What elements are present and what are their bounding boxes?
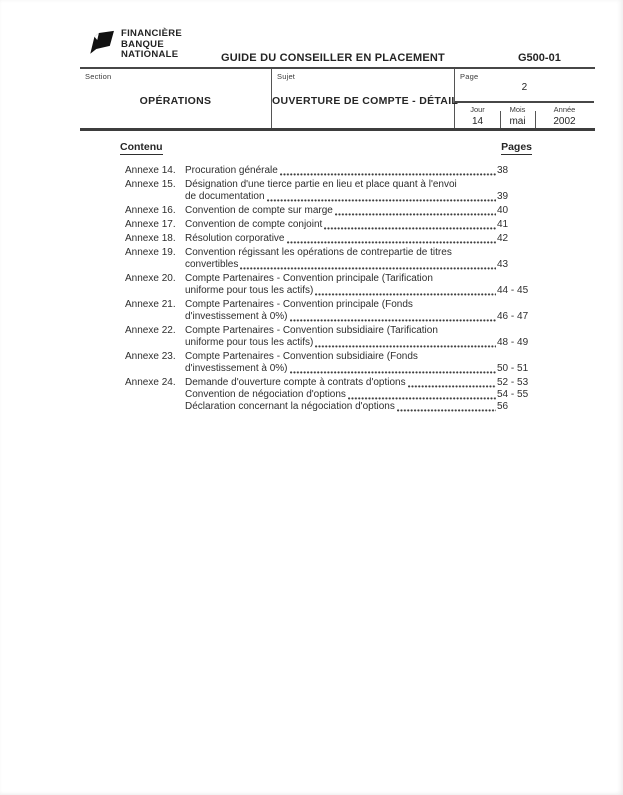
month-label: Mois [509, 105, 526, 114]
toc-entry-page: 50 - 51 [497, 363, 529, 374]
brand-wordmark [121, 29, 182, 61]
toc-entry-body [185, 247, 497, 271]
brand-line-3: NATIONALE [121, 49, 179, 60]
dot-leader [408, 385, 496, 388]
toc-entry-page: 44 - 45 [497, 285, 529, 296]
section-label: Section [85, 72, 112, 81]
toc-entry-label: Annexe 19. [125, 247, 176, 258]
toc-leader-line [185, 191, 497, 203]
date-year-cell [535, 103, 594, 128]
toc-entry-title: d'investissement à 0%) [185, 311, 288, 322]
date-day-cell [455, 103, 500, 128]
toc-entry-title: uniforme pour tous les actifs) [185, 285, 314, 296]
toc-list [125, 165, 540, 413]
toc-entry [125, 219, 540, 231]
dot-leader [335, 213, 496, 216]
month-value: mai [509, 116, 526, 127]
toc-entry-page: 42 [497, 233, 509, 244]
dot-leader [267, 199, 496, 202]
toc-entry-label: Annexe 15. [125, 179, 176, 190]
toc-entry-label: Annexe 14. [125, 165, 176, 176]
toc-entry-page: 43 [497, 259, 509, 270]
flag-icon [88, 29, 115, 56]
toc-entry-body [185, 389, 497, 401]
toc-entry [125, 247, 540, 271]
date-month-cell [500, 103, 535, 128]
toc-entry-label [125, 389, 185, 401]
dot-leader [397, 409, 496, 412]
toc-entry-title: Convention de compte conjoint [185, 219, 323, 230]
toc-entry-title: Déclaration concernant la négociation d'options [185, 401, 395, 412]
toc-leader-line [185, 377, 497, 389]
subject-value: OUVERTURE DE COMPTE - DÉTAIL [272, 95, 459, 107]
toc-entry-label: Annexe 24. [125, 377, 176, 388]
toc-pages-heading: Pages [501, 141, 532, 153]
toc-entry [125, 299, 540, 323]
toc-entry-page: 41 [497, 219, 509, 230]
toc-entry-page: 54 - 55 [497, 389, 529, 400]
toc-entry-body [185, 219, 497, 231]
toc-entry-body [185, 273, 497, 297]
toc-leader-line [185, 311, 497, 323]
toc-entry-body [185, 233, 497, 245]
dot-leader [348, 397, 496, 400]
toc-entry-title: Résolution corporative [185, 233, 285, 244]
toc-leader-line [185, 165, 497, 177]
dot-leader [290, 319, 496, 322]
toc-entry-title-line: Convention régissant les opérations de contrepartie de titres [185, 247, 452, 258]
toc-entry-body [185, 205, 497, 217]
toc-entry-page: 39 [497, 191, 509, 202]
toc-entry-title: Demande d'ouverture compte à contrats d'options [185, 377, 406, 388]
page-number: 2 [521, 82, 528, 93]
document-title: GUIDE DU CONSEILLER EN PLACEMENT [221, 52, 445, 64]
page-number-box [455, 69, 594, 103]
toc-entry-label: Annexe 16. [125, 205, 176, 216]
year-value: 2002 [553, 116, 576, 127]
toc-entry-body [185, 299, 497, 323]
toc-leader-line [185, 219, 497, 231]
toc-entry [125, 273, 540, 297]
brand-line-1: FINANCIÈRE [121, 28, 183, 39]
toc-entry-title-line: Compte Partenaires - Convention principale (Fonds [185, 299, 413, 310]
header-info-table [80, 67, 595, 131]
toc-entry-page: 38 [497, 165, 509, 176]
toc-entry [125, 401, 540, 413]
toc-entry-title: Procuration générale [185, 165, 278, 176]
toc-entry-page: 56 [497, 401, 509, 412]
document-code: G500-01 [518, 52, 561, 64]
toc-entry-body [185, 351, 497, 375]
year-label: Année [553, 105, 576, 114]
toc-leader-line [185, 205, 497, 217]
toc-leader-line [185, 401, 497, 413]
dot-leader [240, 267, 496, 270]
toc-leader-line [185, 337, 497, 349]
toc-entry-page: 52 - 53 [497, 377, 529, 388]
toc-leader-line [185, 363, 497, 375]
toc-headings-row [120, 141, 532, 155]
subject-cell [272, 69, 459, 128]
toc-entry [125, 233, 540, 245]
toc-entry-title: uniforme pour tous les actifs) [185, 337, 314, 348]
toc-entry-title: de documentation [185, 191, 265, 202]
toc-entry [125, 389, 540, 401]
toc-entry-title-line: Désignation d'une tierce partie en lieu et place quant à l'envoi [185, 179, 457, 190]
toc-leader-line [185, 389, 497, 401]
toc-entry-title: convertibles [185, 259, 239, 270]
toc-entry-label: Annexe 17. [125, 219, 176, 230]
toc-entry [125, 179, 540, 203]
dot-leader [315, 293, 496, 296]
toc-entry-title: Convention de compte sur marge [185, 205, 333, 216]
toc-entry-body [185, 325, 497, 349]
toc-entry [125, 325, 540, 349]
toc-entry-title: Convention de négociation d'options [185, 389, 346, 400]
toc-entry-body [185, 165, 497, 177]
toc-entry-title-line: Compte Partenaires - Convention subsidiaire (Tarification [185, 325, 438, 336]
toc-entry [125, 377, 540, 389]
toc-entry-title-line: Compte Partenaires - Convention subsidiaire (Fonds [185, 351, 418, 362]
toc-entry-label: Annexe 22. [125, 325, 176, 336]
brand-line-2: BANQUE [121, 38, 164, 50]
dot-leader [290, 371, 496, 374]
day-label: Jour [470, 105, 485, 114]
toc-entry-label: Annexe 20. [125, 273, 176, 284]
date-box [455, 103, 594, 128]
toc-entry-title-line: Compte Partenaires - Convention principale (Tarification [185, 273, 433, 284]
page-date-cell [455, 69, 594, 128]
toc-leader-line [185, 285, 497, 297]
toc-entry-page: 40 [497, 205, 509, 216]
subject-label: Sujet [277, 72, 296, 81]
toc-entry-label: Annexe 18. [125, 233, 176, 244]
toc-entry-page: 48 - 49 [497, 337, 529, 348]
toc-entry-page: 46 - 47 [497, 311, 529, 322]
dot-leader [315, 345, 496, 348]
dot-leader [280, 173, 496, 176]
page-label: Page [460, 72, 479, 81]
day-value: 14 [471, 116, 484, 127]
toc-entry-label [125, 401, 185, 413]
toc-entry [125, 165, 540, 177]
toc-entry-label: Annexe 23. [125, 351, 176, 362]
toc-entry [125, 351, 540, 375]
dot-leader [287, 241, 497, 244]
toc-entry-title: d'investissement à 0%) [185, 363, 288, 374]
section-value: OPÉRATIONS [139, 95, 212, 107]
toc-entry-body [185, 401, 497, 413]
section-cell [80, 69, 272, 128]
toc-entry-body [185, 377, 497, 389]
toc-leader-line [185, 233, 497, 245]
toc-content-heading: Contenu [120, 141, 163, 153]
toc-leader-line [185, 259, 497, 271]
dot-leader [324, 227, 496, 230]
toc-entry-body [185, 179, 497, 203]
toc-entry-label: Annexe 21. [125, 299, 176, 310]
toc-entry [125, 205, 540, 217]
